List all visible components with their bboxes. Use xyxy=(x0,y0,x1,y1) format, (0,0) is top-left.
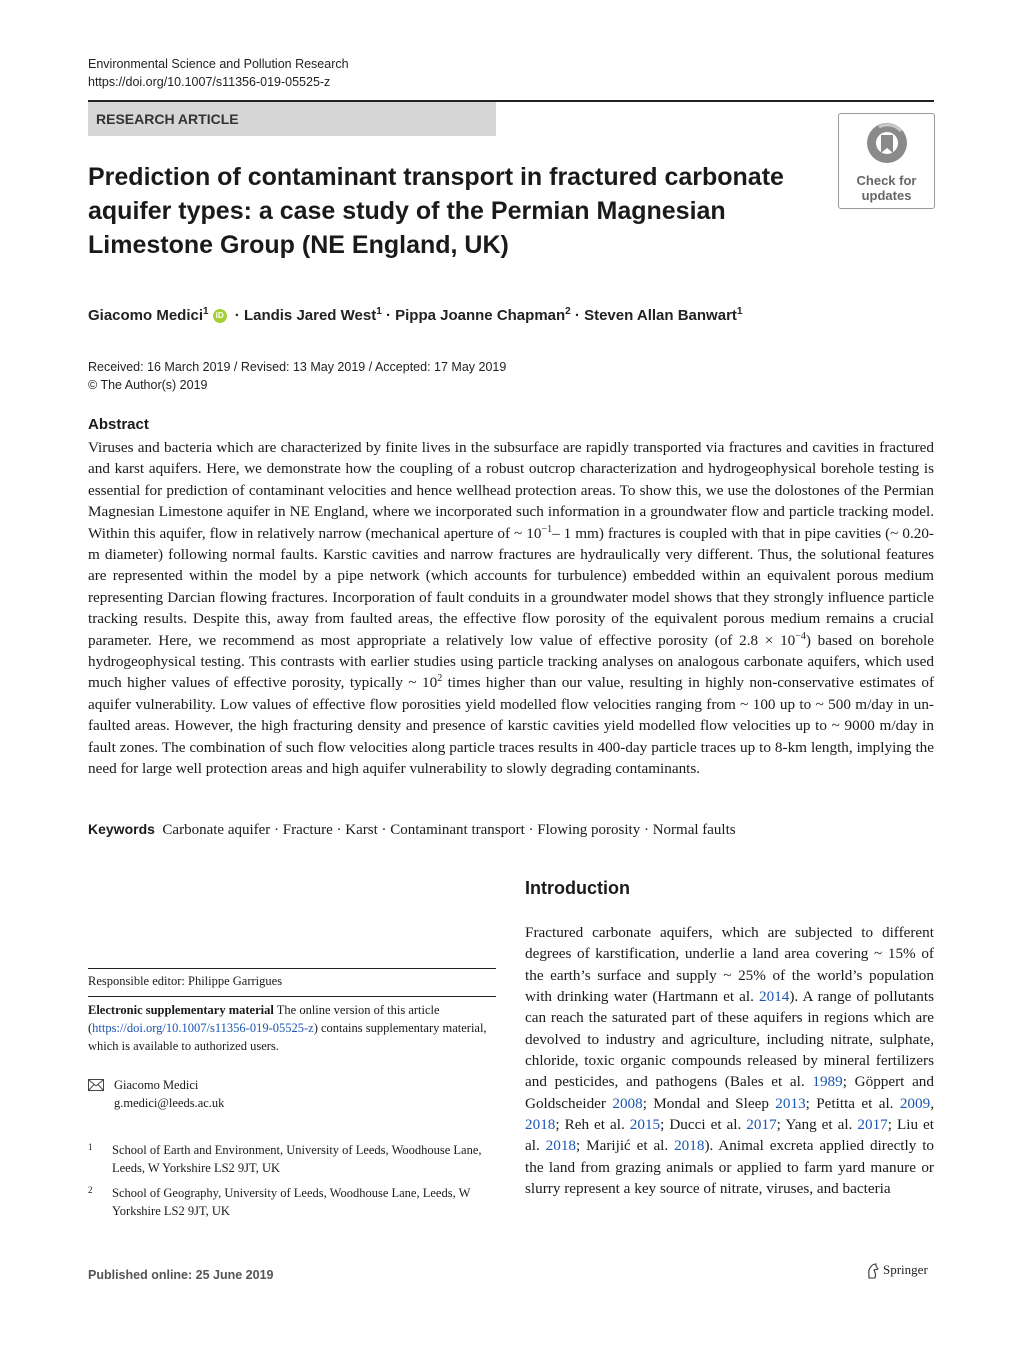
author-separator: · xyxy=(230,307,244,324)
esm-text: ) contains supplementary material, which is available to authorized users. xyxy=(88,1020,487,1053)
corresponding-email[interactable]: g.medici@leeds.ac.uk xyxy=(114,1096,225,1110)
intro-text: , xyxy=(930,1094,934,1112)
author-name[interactable]: Giacomo Medici xyxy=(88,307,204,324)
responsible-editor: Responsible editor: Philippe Garrigues xyxy=(88,974,283,988)
citation-link[interactable]: 1989 xyxy=(812,1073,843,1091)
author-list xyxy=(88,306,742,324)
author-name[interactable]: Steven Allan Banwart xyxy=(584,307,737,324)
citation-link[interactable]: 2018 xyxy=(545,1137,576,1155)
author-affiliation-number: 1 xyxy=(736,306,743,317)
citation-link[interactable]: 2014 xyxy=(759,988,790,1006)
article-type-banner xyxy=(88,102,496,136)
citation-link[interactable]: 2015 xyxy=(629,1116,661,1134)
copyright-symbol: © xyxy=(88,378,98,392)
intro-text: ; Ducci et al. xyxy=(660,1116,747,1134)
intro-text: ; Mondal and Sleep xyxy=(642,1094,776,1112)
abstract-text: – 1 mm) fractures is coupled with that in pipe cavities (~ 0.20-m diameter) following normal faults. Karstic cavities and narrow fractures are hydraulically very different. Thus, the solutional features are represented within the model by a pipe network (which accounts for turbulence) embedded within an equivalent porous medium representing Darcian flowing fractures. Incorporation of fault conduits in a groundwater model shows that they strongly influence particle tracking results. Despite this, away from faulted areas, the effective flow porosity of the equivalent porous medium remains a crucial parameter. Here, we recommend as most appropriate a relatively low value of effective porosity (of 2.8 × 10 xyxy=(88,524,934,649)
publisher-name: Springer xyxy=(883,1262,928,1277)
citation-link[interactable]: 2013 xyxy=(775,1094,806,1112)
article-type-label: RESEARCH ARTICLE xyxy=(96,111,239,127)
intro-text: ; Reh et al. xyxy=(555,1116,630,1134)
journal-name: Environmental Science and Pollution Research xyxy=(88,57,349,71)
abstract-exponent: 2 xyxy=(437,673,443,685)
author-name[interactable]: Pippa Joanne Chapman xyxy=(395,307,566,324)
intro-text: ). Animal excreta applied directly to the land from grazing animals or applied to farm yard manure or slurry represent a key source of nitrate, viruses, and bacteria xyxy=(525,1137,935,1198)
article-history xyxy=(88,358,506,394)
abstract-text: ) based on borehole hydrogeophysical testing. This contrasts with earlier studies using particle tracking analyses on analogous carbonate aquifers, which used much higher values of effective porosity, typically ~ 10 xyxy=(88,631,934,692)
citation-link[interactable]: 2008 xyxy=(612,1094,643,1112)
keywords xyxy=(88,821,736,839)
check-for-updates-badge[interactable] xyxy=(838,113,935,209)
author-separator: · xyxy=(381,307,396,324)
affiliation-number: 1 xyxy=(88,1142,93,1152)
keywords-list: Carbonate aquifer · Fracture · Karst · Contaminant transport · Flowing porosity · Normal faults xyxy=(162,822,736,838)
citation-link[interactable]: 2017 xyxy=(857,1116,888,1134)
intro-text: ; Petitta et al. xyxy=(805,1094,900,1112)
abstract-exponent: −1 xyxy=(541,523,553,535)
author-affiliation-number: 1 xyxy=(376,306,382,317)
intro-text: ). A range of pollutants can reach the saturated part of these aquifers in regions which are devolved to industry and agriculture, including nitrate, sulphate, chloride, toxic organic compounds released by mineral fertilizers and pesticides, and pathogens (Bales et al. xyxy=(525,988,934,1091)
publisher-logo[interactable] xyxy=(866,1262,928,1279)
intro-text: ; Marijić et al. xyxy=(576,1137,675,1155)
received-revised-accepted: Received: 16 March 2019 / Revised: 13 May 2019 / Accepted: 17 May 2019 xyxy=(88,360,507,374)
supplementary-note xyxy=(88,1002,488,1055)
esm-link[interactable]: https://doi.org/10.1007/s11356-019-05525-z xyxy=(92,1020,314,1035)
keywords-heading: Keywords xyxy=(88,821,155,837)
citation-link[interactable]: 2017 xyxy=(746,1116,777,1134)
citation-link[interactable]: 2009 xyxy=(899,1094,931,1112)
author-affiliation-number: 1 xyxy=(203,306,209,317)
article-title: Prediction of contaminant transport in fractured carbonate aquifer types: a case study of the Permian Magnesian Limestone Group (NE England, UK) xyxy=(88,163,784,259)
corresponding-name: Giacomo Medici xyxy=(114,1078,199,1092)
author-name[interactable]: Landis Jared West xyxy=(243,307,377,324)
intro-text: ; Göppert and Goldscheider xyxy=(525,1073,934,1112)
affiliation-text: School of Geography, University of Leeds, Woodhouse Lane, Leeds, W Yorkshire LS2 9JT, UK xyxy=(112,1186,471,1218)
check-for-updates-text xyxy=(839,173,934,203)
abstract-text: Viruses and bacteria which are characterized by finite lives in the subsurface are rapidly transported via fractures and cavities in fractured and karst aquifers. Here, we demonstrate how the coupling of a robust outcrop characterization and hydrogeophysical borehole testing is essential for prediction of contaminant velocities and hence wellhead protection areas. To show this, we use the dolostones of the Permian Magnesian Limestone aquifer in NE England, where we incorporated such information in a groundwater flow and particle tracking model. Within this aquifer, flow in relatively narrow (mechanical aperture of ~ 10 xyxy=(88,439,934,542)
affiliation-1 xyxy=(88,1142,508,1182)
abstract-body xyxy=(88,437,934,780)
published-online: Published online: 25 June 2019 xyxy=(88,1268,274,1282)
affiliation-number: 2 xyxy=(88,1185,93,1195)
intro-text: ; Liu et al. xyxy=(525,1116,935,1155)
crossmark-icon xyxy=(865,121,909,165)
esm-text: The online version of this article ( xyxy=(88,1003,440,1035)
doi-link[interactable]: https://doi.org/10.1007/s11356-019-05525-z xyxy=(88,75,331,89)
copyright-line xyxy=(88,376,506,394)
badge-line2: updates xyxy=(861,188,912,203)
abstract-exponent: −4 xyxy=(795,630,806,642)
corresponding-details xyxy=(114,1076,224,1112)
abstract-text: times higher than our value, resulting in highly non-conservative estimates of aquifer vulnerability. Low values of effective flow porosities yield modelled flow velocities ranging from ~ 100 up to ~ 500 m/day in un-faulted areas. However, the high fracturing density and presence of karstic cavities yield modelled flow velocities up to ~ 9000 m/day in fault zones. The combination of such flow velocities along particle traces results in 400-day particle traces up to 8-km length, implying the need for large well protection areas and high aquifer vulnerability to slowly degrading contaminants. xyxy=(88,674,934,778)
springer-horse-icon xyxy=(866,1263,880,1279)
intro-text: ; Yang et al. xyxy=(776,1116,858,1134)
introduction-body xyxy=(525,922,934,1199)
envelope-icon xyxy=(88,1079,104,1091)
footnote-rule xyxy=(88,968,496,969)
author-affiliation-number: 2 xyxy=(565,306,571,317)
footnote-rule xyxy=(88,996,496,997)
citation-link[interactable]: 2018 xyxy=(525,1116,556,1134)
affiliation-2 xyxy=(88,1185,508,1225)
affiliation-text: School of Earth and Environment, University of Leeds, Woodhouse Lane, Leeds, W Yorkshire LS2 9JT, UK xyxy=(112,1143,482,1175)
orcid-icon[interactable]: iD xyxy=(213,309,227,323)
badge-line1: Check for xyxy=(856,173,917,188)
esm-label: Electronic supplementary material xyxy=(88,1003,274,1017)
author-separator: · xyxy=(570,307,585,324)
citation-link[interactable]: 2018 xyxy=(674,1137,705,1155)
journal-header xyxy=(88,55,349,91)
copyright-holder: The Author(s) 2019 xyxy=(100,378,208,392)
abstract-heading: Abstract xyxy=(88,416,149,433)
intro-text: Fractured carbonate aquifers, which are subjected to different degrees of karstification, underlie a land area covering ~ 15% of the earth’s surface and supply ~ 25% of the world’s population with drinking water (Hartmann et al. xyxy=(525,924,934,1006)
introduction-heading: Introduction xyxy=(525,878,630,898)
